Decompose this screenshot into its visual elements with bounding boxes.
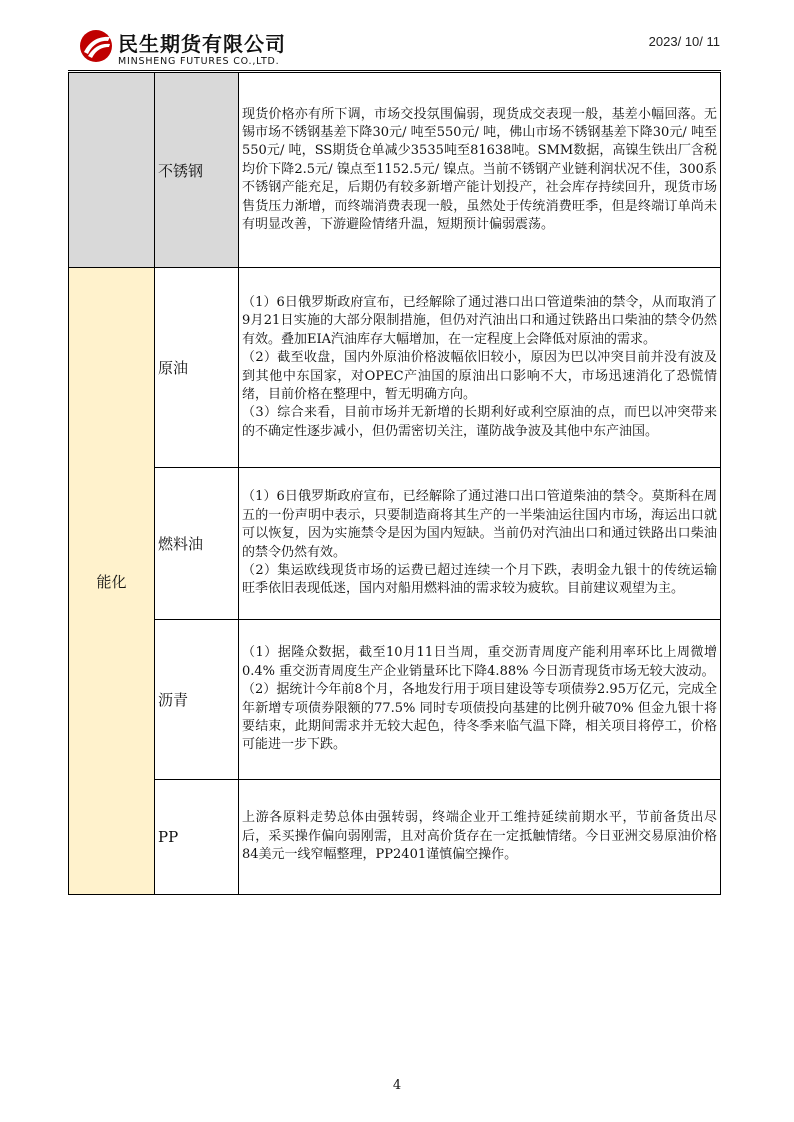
analysis-paragraph: （2）截至收盘，国内外原油价格波幅依旧较小，原因为巴以冲突目前并没有波及到其他中东国家，对OPEC产油国的原油出口影响不大，市场迅速消化了恐慌情绪，目前价格在整理中，暂无明确方向。: [242, 350, 717, 402]
analysis-pp: [239, 780, 721, 895]
analysis-paragraph: 现货价格亦有所下调，市场交投氛围偏弱，现货成交表现一般，基差小幅回落。无锡市场不锈钢基差下降30元/ 吨至550元/ 吨，佛山市场不锈钢基差下降30元/ 吨至550元/ 吨，SS期货仓单减少3535吨至81638吨。SMM数据，高镍生铁出厂含税均价下降2.5元/ 镍点至1152.5元/ 镍点。当前不锈钢产业链利润状况不佳，300系不锈钢产能充足，后期仍有较多新增产能计划投产，社会库存持续回升，现货市场售货压力渐增，而终端消费表现一般，虽然处于传统消费旺季，但是终端订单尚未有明显改善，下游避险情绪升温，短期预计偏弱震荡。: [242, 106, 717, 233]
company-name-en: MINSHENG FUTURES CO.,LTD.: [118, 56, 280, 67]
analysis-paragraph: （1）6日俄罗斯政府宣布，已经解除了通过港口出口管道柴油的禁令，从而取消了9月21日实施的大部分限制措施，但仍对汽油出口和通过铁路出口柴油的禁令仍然有效。叠加EIA汽油库存大幅增加，在一定程度上会降低对原油的需求。: [242, 294, 717, 347]
analysis-asphalt: [239, 620, 721, 780]
report-date: 2023/ 10/ 11: [648, 34, 720, 49]
analysis-fuel-oil: [239, 468, 721, 620]
commodity-table: [68, 72, 721, 895]
product-name-asphalt: 沥青: [155, 620, 239, 780]
product-name-fuel-oil: 燃料油: [155, 468, 239, 620]
table-row: [69, 468, 721, 620]
analysis-paragraph: （1）据隆众数据，截至10月11日当周，重交沥青周度产能利用率环比上周微增0.4% 重交沥青周度生产企业销量环比下降4.88% 今日沥青现货市场无较大波动。: [242, 645, 717, 679]
table-row: [69, 780, 721, 895]
product-name-pp: PP: [155, 780, 239, 895]
analysis-paragraph: （2）集运欧线现货市场的运费已超过连续一个月下跌，表明金九银十的传统运输旺季依旧表现低迷，国内对船用燃料油的需求较为疲软。目前建议观望为主。: [242, 562, 717, 597]
table-row: [69, 268, 721, 468]
analysis-crude: [239, 268, 721, 468]
analysis-stainless: [239, 73, 721, 268]
product-name-crude: 原油: [155, 268, 239, 468]
analysis-paragraph: （3）综合来看，目前市场并无新增的长期利好或利空原油的点，而巴以冲突带来的不确定性逐步减小，但仍需密切关注，谨防战争波及其他中东产油国。: [242, 405, 717, 439]
minsheng-logo-icon: [78, 28, 114, 64]
product-name-stainless: 不锈钢: [155, 73, 239, 268]
page-number: 4: [392, 1078, 402, 1093]
category-energy-chemical: 能化: [69, 268, 155, 895]
company-name-cn: 民生期货有限公司: [118, 32, 286, 56]
analysis-paragraph: （1）6日俄罗斯政府宣布，已经解除了通过港口出口管道柴油的禁令。莫斯科在周五的一份声明中表示，只要制造商将其生产的一半柴油运往国内市场，海运出口就可以恢复，因为实施禁令是因为国内短缺。当前仍对汽油出口和通过铁路出口柴油的禁令仍然有效。: [242, 489, 717, 560]
page-header: [78, 26, 720, 72]
table-row: [69, 620, 721, 780]
table-row: [69, 73, 721, 268]
analysis-paragraph: （2）据统计今年前8个月，各地发行用于项目建设等专项债券2.95万亿元，完成全年新增专项债券限额的77.5% 同时专项债投向基建的比例升破70% 但金九银十将要结束，此期间需求并无较大起色，待冬季来临气温下降，相关项目将停工，价格可能进一步下跌。: [242, 682, 717, 753]
header-divider: [68, 70, 721, 71]
analysis-paragraph: 上游各原料走势总体由强转弱，终端企业开工维持延续前期水平，节前备货出尽后，采买操作偏向弱刚需，且对高价货存在一定抵触情绪。今日亚洲交易原油价格84美元一线窄幅整理，PP2401谨慎偏空操作。: [242, 810, 717, 863]
category-cell: [69, 73, 155, 268]
